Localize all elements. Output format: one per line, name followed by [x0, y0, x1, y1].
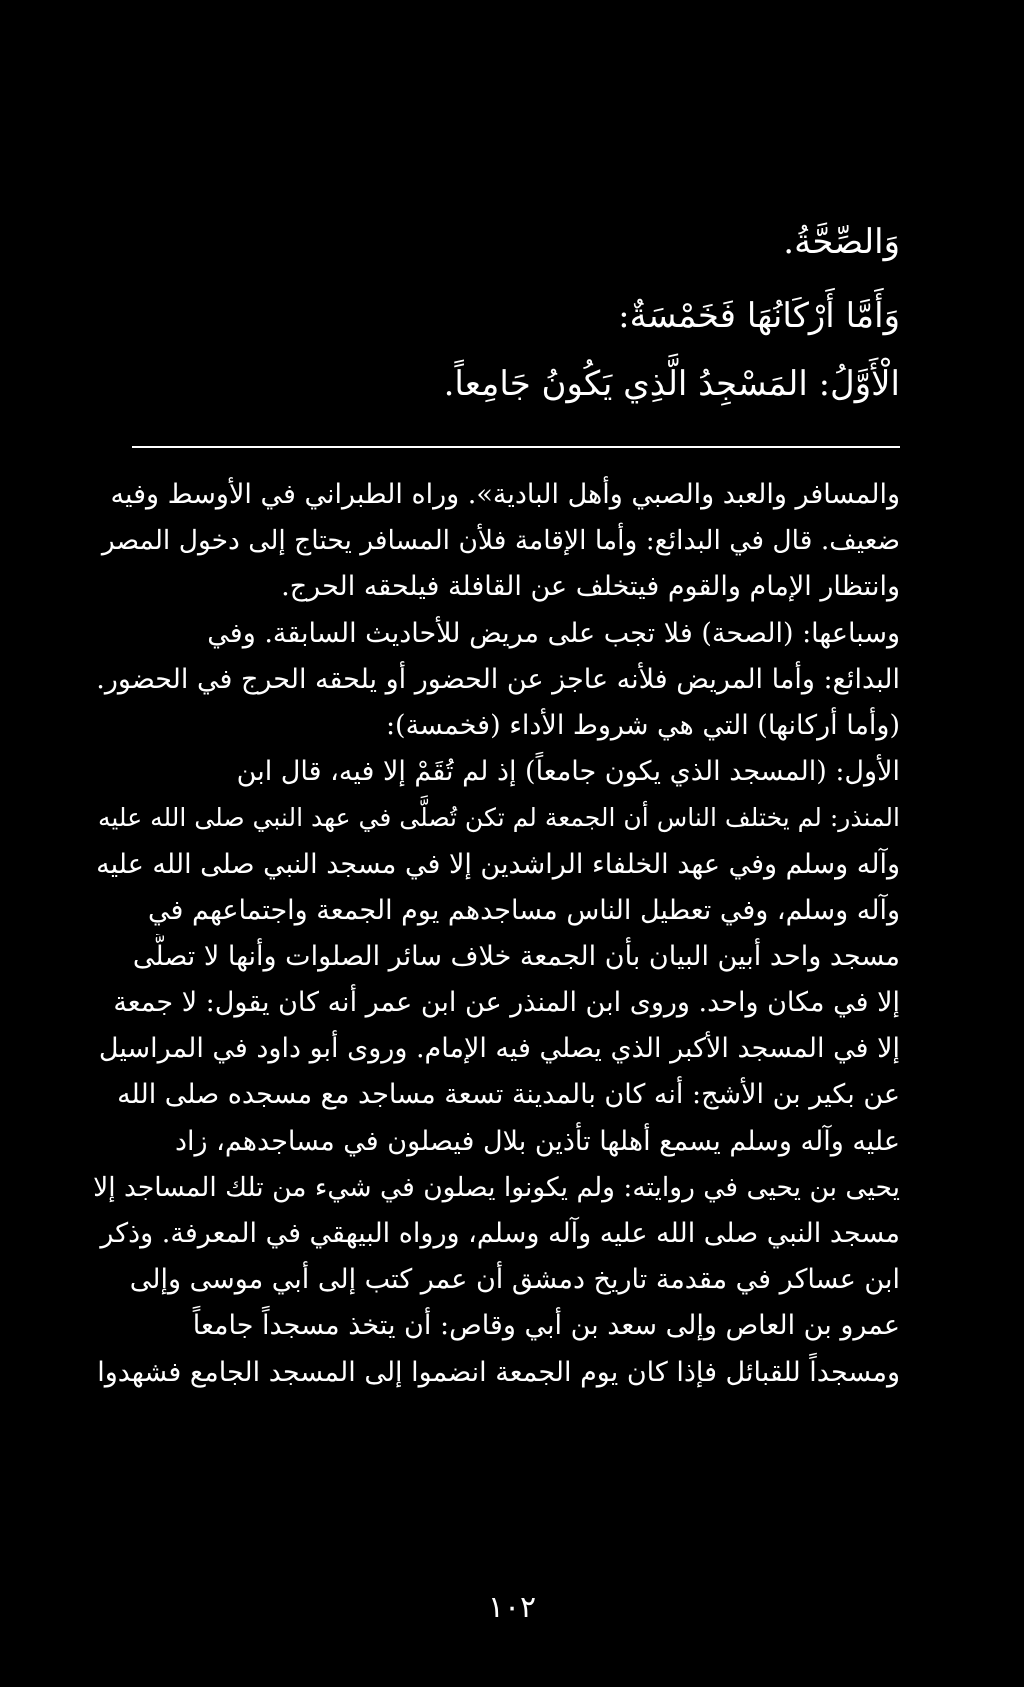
commentary-line: عمرو بن العاص وإلى سعد بن أبي وقاص: أن يتخذ مسجداً جامعاً [192, 1310, 900, 1342]
commentary-line: إلا في مكان واحد. وروى ابن المنذر عن ابن عمر أنه كان يقول: لا جمعة [113, 987, 900, 1019]
commentary-block [92, 472, 900, 1396]
matn-line-1: وَالصِّحَّةُ. [783, 222, 900, 262]
matn-line-3: الْأَوَّلُ: المَسْجِدُ الَّذِي يَكُونُ جَامِعاً. [443, 364, 900, 404]
commentary-line: الأول: (المسجد الذي يكون جامعاً) إذ لم تُقَمْ إلا فيه، قال ابن [236, 756, 900, 788]
footnote-divider [132, 446, 900, 448]
commentary-line: ابن عساكر في مقدمة تاريخ دمشق أن عمر كتب إلى أبي موسى وإلى [129, 1264, 900, 1296]
commentary-line: ومسجداً للقبائل فإذا كان يوم الجمعة انضموا إلى المسجد الجامع فشهدوا [97, 1356, 900, 1388]
matn-line-2: وَأَمَّا أَرْكَانُهَا فَخَمْسَةٌ: [618, 296, 900, 336]
commentary-line: (وأما أركانها) التي هي شروط الأداء (فخمسة): [385, 709, 900, 741]
commentary-line: وانتظار الإمام والقوم فيتخلف عن القافلة فيلحقه الحرج. [281, 571, 900, 603]
commentary-line: وسباعها: (الصحة) فلا تجب على مريض للأحاديث السابقة. وفي [207, 617, 900, 649]
commentary-line: المنذر: لم يختلف الناس أن الجمعة لم تكن تُصلَّى في عهد النبي صلى الله عليه [97, 803, 900, 833]
commentary-line: عليه وآله وسلم يسمع أهلها تأذين بلال فيصلون في مساجدهم، زاد [174, 1125, 900, 1157]
commentary-line: مسجد النبي صلى الله عليه وآله وسلم، ورواه البيهقي في المعرفة. وذكر [100, 1218, 900, 1249]
page-number: ١٠٢ [487, 1590, 537, 1625]
commentary-line: مسجد واحد أبين البيان بأن الجمعة خلاف سائر الصلوات وأنها لا تصلَّى [132, 940, 900, 972]
commentary-line: وآله وسلم، وفي تعطيل الناس مساجدهم يوم الجمعة واجتماعهم في [147, 894, 900, 926]
commentary-line: ضعيف. قال في البدائع: وأما الإقامة فلأن المسافر يحتاج إلى دخول المصر [101, 525, 900, 557]
commentary-line: عن بكير بن الأشج: أنه كان بالمدينة تسعة مساجد مع مسجده صلى الله [117, 1079, 900, 1111]
commentary-line: البدائع: وأما المريض فلأنه عاجز عن الحضور أو يلحقه الحرج في الحضور. [96, 663, 900, 695]
commentary-line: إلا في المسجد الأكبر الذي يصلي فيه الإمام. وروى أبو داود في المراسيل [98, 1033, 900, 1065]
commentary-line: وآله وسلم وفي عهد الخلفاء الراشدين إلا في مسجد النبي صلى الله عليه [96, 848, 900, 880]
commentary-line: والمسافر والعبد والصبي وأهل البادية». وراه الطبراني في الأوسط وفيه [110, 479, 900, 510]
commentary-line: يحيى بن يحيى في روايته: ولم يكونوا يصلون في شيء من تلك المساجد إلا [93, 1171, 900, 1203]
